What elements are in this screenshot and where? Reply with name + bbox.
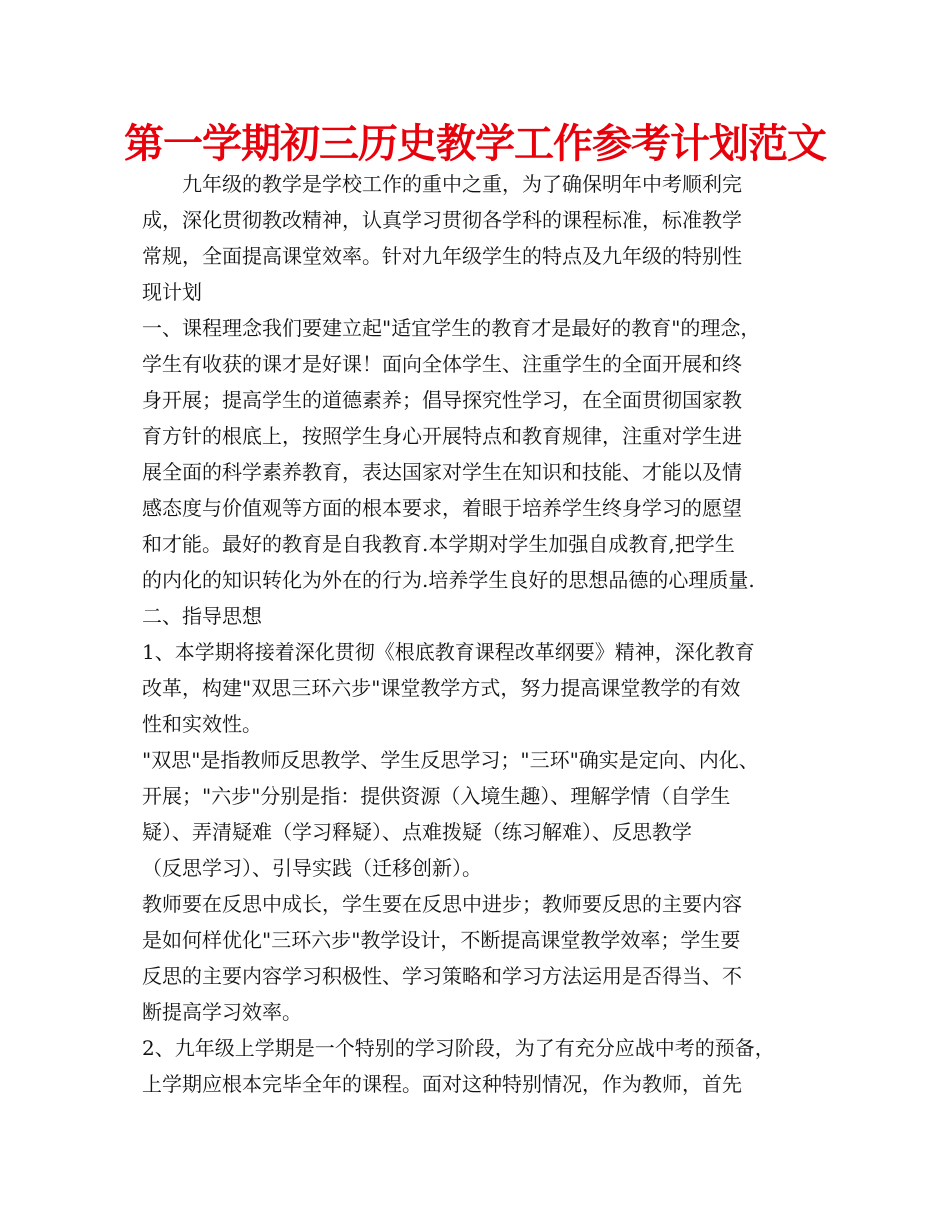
- section-heading: 二、指导思想: [142, 604, 262, 628]
- body-line: 2、九年级上学期是一个特别的学习阶段，为了有充分应战中考的预备，: [142, 1036, 775, 1060]
- body-line: 的内化的知识转化为外在的行为.培养学生良好的思想品德的心理质量.: [142, 568, 755, 592]
- document-title: 第一学期初三历史教学工作参考计划范文: [124, 121, 826, 167]
- body-line: 身开展；提高学生的道德素养；倡导探究性学习，在全面贯彻国家教: [142, 388, 742, 412]
- body-line: 疑）、弄清疑难（学习释疑）、点难拨疑（练习解难）、反思教学: [142, 820, 692, 844]
- body-line: 反思的主要内容学习积极性、学习策略和学习方法运用是否得当、不: [142, 964, 742, 988]
- body-line: 展全面的科学素养教育，表达国家对学生在知识和技能、才能以及情: [142, 460, 742, 484]
- body-line: 1、本学期将接着深化贯彻《根底教育课程改革纲要》精神，深化教育: [142, 640, 755, 664]
- body-line: 育方针的根底上，按照学生身心开展特点和教育规律，注重对学生进: [142, 424, 742, 448]
- body-line: 学生有收获的课才是好课！面向全体学生、注重学生的全面开展和终: [142, 352, 742, 376]
- body-line: 上学期应根本完毕全年的课程。面对这种特别情况，作为教师，首先: [142, 1072, 742, 1096]
- document-body: [142, 166, 822, 1102]
- body-line: 教师要在反思中成长，学生要在反思中进步；教师要反思的主要内容: [142, 892, 742, 916]
- body-line: 常规，全面提高课堂效率。针对九年级学生的特点及九年级的特别性: [142, 244, 742, 268]
- body-line: 性和实效性。: [142, 712, 262, 736]
- body-line: 开展；"六步"分别是指：提供资源（入境生趣）、理解学情（自学生: [142, 784, 731, 808]
- body-line: 是如何样优化"三环六步"教学设计，不断提高课堂教学效率；学生要: [142, 928, 741, 952]
- body-line: 感态度与价值观等方面的根本要求，着眼于培养学生终身学习的愿望: [142, 496, 742, 520]
- body-line: 和才能。最好的教育是自我教育.本学期对学生加强自成教育,把学生: [142, 532, 735, 556]
- body-line: "双思"是指教师反思教学、学生反思学习；"三环"确实是定向、内化、: [142, 748, 759, 772]
- body-line: 现计划: [142, 280, 202, 304]
- body-line: 断提高学习效率。: [142, 1000, 302, 1024]
- body-line: 一、课程理念我们要建立起"适宜学生的教育才是最好的教育"的理念，: [142, 316, 761, 340]
- body-line: 九年级的教学是学校工作的重中之重，为了确保明年中考顺利完: [182, 172, 742, 196]
- body-line: 改革，构建"双思三环六步"课堂教学方式，努力提高课堂教学的有效: [142, 676, 741, 700]
- body-line: 成，深化贯彻教改精神，认真学习贯彻各学科的课程标准，标准教学: [142, 208, 742, 232]
- body-line: （反思学习）、引导实践（迁移创新）。: [142, 856, 482, 880]
